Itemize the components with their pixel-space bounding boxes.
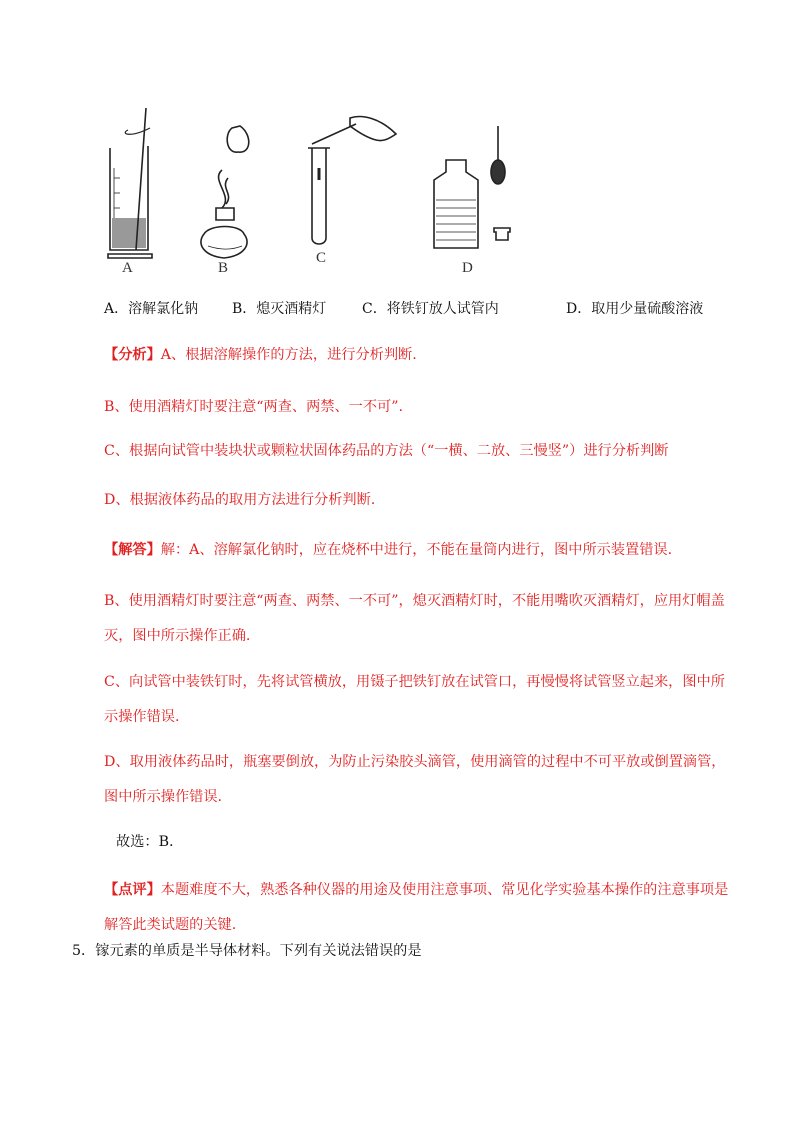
analysis-line-c: C、根据向试管中装块状或颗粒状固体药品的方法（“一横、二放、三慢竖”）进行分析判断 — [104, 443, 669, 459]
question-5: 5．镓元素的单质是半导体材料。下列有关说法错误的是 — [72, 943, 422, 959]
graduated-cylinder-drawing — [108, 108, 152, 258]
answer-text-a: 解：A、溶解氯化钠时，应在烧杯中进行，不能在量筒内进行，图中所示装置错误. — [160, 542, 673, 558]
answer-line-d: D、取用液体药品时，瓶塞要倒放，为防止污染胶头滴管，使用滴管的过程中不可平放或倒置滴管，图中所示操作错误. — [104, 754, 726, 805]
experiment-figure — [100, 108, 580, 280]
alcohol-lamp-drawing — [201, 126, 249, 258]
option-b: B．熄灭酒精灯 — [232, 301, 327, 317]
apparatus-drawings — [100, 108, 580, 280]
figure-label-d: D — [462, 260, 473, 276]
answer-line-b: B、使用酒精灯时要注意“两查、两禁、一不可”，熄灭酒精灯时，不能用嘴吹灭酒精灯，应用灯帽盖灭，图中所示操作正确. — [104, 593, 725, 644]
option-c: C．将铁钉放人试管内 — [362, 301, 499, 317]
comment-tag: 【点评】 — [104, 882, 161, 898]
answer-line-a — [104, 533, 736, 568]
answer-tag: 【解答】 — [104, 542, 161, 558]
test-tube-drawing — [308, 117, 396, 244]
option-d: D．取用少量硫酸溶液 — [566, 301, 704, 317]
analysis-tag: 【分析】 — [104, 347, 161, 363]
analysis-line-b: B、使用酒精灯时要注意“两查、两禁、一不可”. — [104, 399, 404, 415]
figure-label-a: A — [122, 260, 133, 276]
analysis-line-d: D、根据液体药品的取用方法进行分析判断. — [104, 492, 376, 508]
analysis-line-a — [104, 338, 736, 373]
analysis-text-a: A、根据溶解操作的方法，进行分析判断. — [160, 347, 417, 363]
answer-line-c: C、向试管中装铁钉时，先将试管横放，用镊子把铁钉放在试管口，再慢慢将试管竖立起来，图中所示操作错误. — [104, 674, 725, 725]
figure-label-c: C — [316, 250, 327, 266]
comment-text: 本题难度不大，熟悉各种仪器的用途及使用注意事项、常见化学实验基本操作的注意事项是解答此类试题的关键. — [104, 882, 729, 933]
option-a: A．溶解氯化钠 — [104, 301, 199, 317]
answer-choice: 故选：B. — [116, 834, 174, 850]
comment-block — [104, 873, 736, 943]
figure-label-b: B — [218, 260, 229, 276]
reagent-bottle-drawing — [434, 126, 510, 248]
